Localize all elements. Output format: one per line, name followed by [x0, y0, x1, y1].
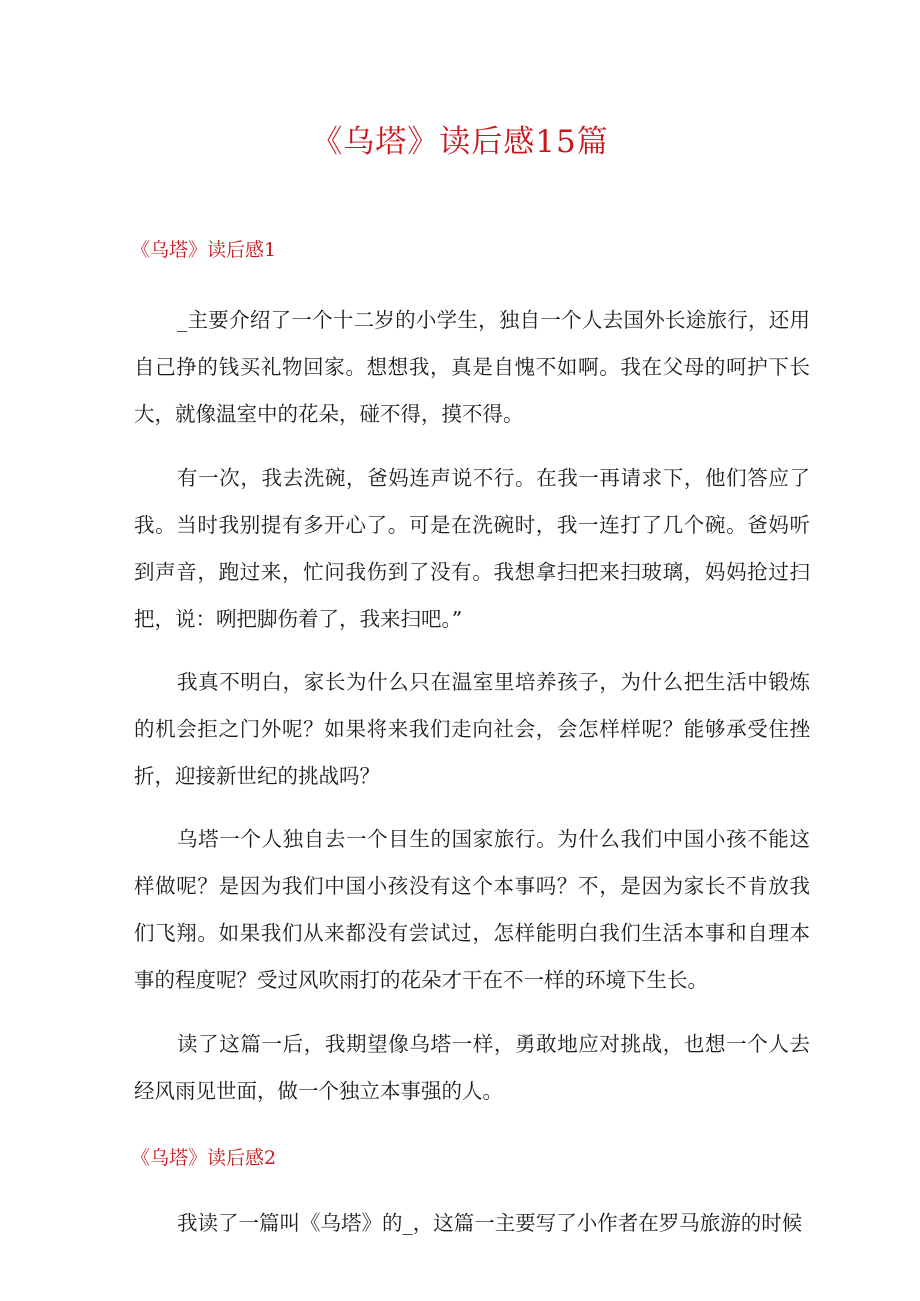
- document-title: 《乌塔》读后感15篇: [311, 124, 609, 160]
- section-heading-1: 《乌塔》读后感1: [131, 239, 277, 261]
- section-heading-2: 《乌塔》读后感2: [131, 1147, 277, 1169]
- paragraph: _主要介绍了一个十二岁的小学生，独自一个人去国外长途旅行，还用自己挣的钱买礼物回家。想想我，真是自愧不如啊。我在父母的呵护下长大，就像温室中的花朵，碰不得，摸不得。: [134, 308, 810, 426]
- paragraph: 有一次，我去洗碗，爸妈连声说不行。在我一再请求下，他们答应了我。当时我别提有多开心了。可是在洗碗时，我一连打了几个碗。爸妈听到声音，跑过来，忙问我伤到了没有。我想拿扫把来扫玻璃，妈妈抢过扫把，说：咧把脚伤着了，我来扫吧。”: [134, 466, 810, 631]
- paragraph: 我真不明白，家长为什么只在温室里培养孩子，为什么把生活中锻炼的机会拒之门外呢？如果将来我们走向社会，会怎样样呢？能够承受住挫折，迎接新世纪的挑战吗？: [134, 670, 810, 788]
- paragraph: 读了这篇一后，我期望像乌塔一样，勇敢地应对挑战，也想一个人去经风雨见世面，做一个独立本事强的人。: [134, 1032, 810, 1103]
- paragraph: 乌塔一个人独自去一个目生的国家旅行。为什么我们中国小孩不能这样做呢？是因为我们中国小孩没有这个本事吗？不，是因为家长不肯放我们飞翔。如果我们从来都没有尝试过，怎样能明白我们生活本事和自理本事的程度呢？受过风吹雨打的花朵才干在不一样的环境下生长。: [134, 827, 810, 992]
- paragraph: 我读了一篇叫《乌塔》的_，这篇一主要写了小作者在罗马旅游的时候: [177, 1211, 803, 1235]
